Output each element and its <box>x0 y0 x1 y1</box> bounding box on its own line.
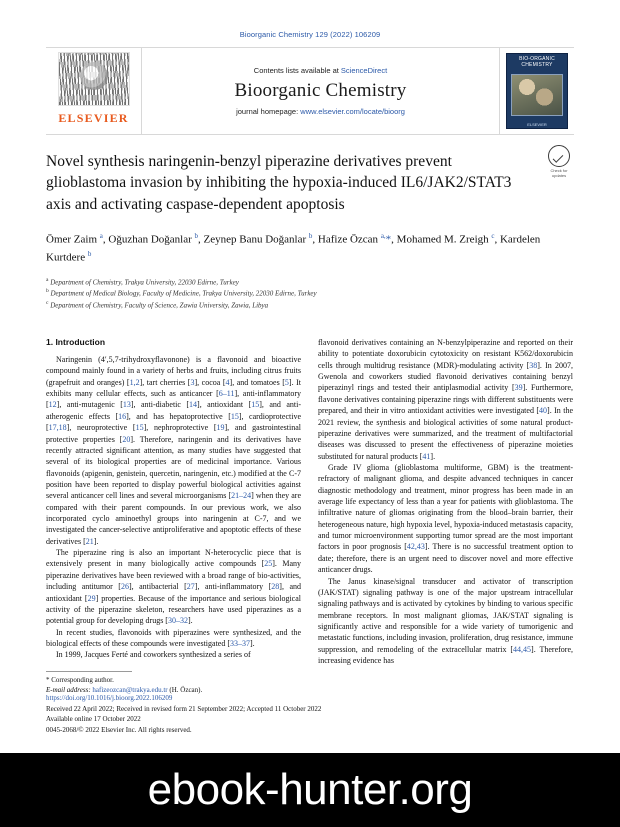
corresponding-author-footnote <box>46 671 301 695</box>
citation-link[interactable]: 27 <box>186 582 195 592</box>
cover-footer: ELSEVIER <box>527 122 547 127</box>
journal-title: Bioorganic Chemistry <box>234 80 407 101</box>
affiliation-list <box>46 276 574 311</box>
citation-link[interactable]: 14 <box>189 400 198 410</box>
citation-link[interactable]: 5 <box>284 377 289 387</box>
publication-info <box>46 693 346 735</box>
crossmark-check-icon <box>548 145 570 167</box>
citation-link[interactable]: 40 <box>539 406 548 416</box>
citation-link[interactable]: 42,43 <box>406 542 425 552</box>
affiliation: $^b$ Department of Medical Biology, Faculty of Medicine, Trakya University, 22030 Edirne, Turkey <box>46 288 317 298</box>
cover-image <box>511 74 563 116</box>
received-dates: Received 22 April 2022; Received in revised form 21 September 2022; Accepted 11 October 2022 <box>46 704 322 713</box>
email-suffix: (H. Özcan). <box>169 685 203 694</box>
title-block <box>46 151 574 311</box>
citation-link[interactable]: 19 <box>216 423 225 433</box>
email-link[interactable]: hafizeozcan@trakya.edu.tr <box>92 685 168 694</box>
body-columns <box>46 337 574 666</box>
copyright-line: 0045-2068/© 2022 Elsevier Inc. All rights reserved. <box>46 725 192 734</box>
citation-link[interactable]: 44,45 <box>513 644 532 654</box>
citation-link[interactable]: 28 <box>271 582 280 592</box>
section-heading-introduction: 1. Introduction <box>46 337 106 348</box>
citation-link[interactable]: 33–37 <box>230 639 251 648</box>
citation-link[interactable]: 15 <box>135 423 144 433</box>
citation-link[interactable]: 25 <box>264 559 273 569</box>
email-label: E-mail address: <box>46 685 91 694</box>
page-title: Novel synthesis naringenin-benzyl piperazine derivatives prevent glioblastoma invasion by inhibiting the hypoxia-induced IL6/JAK2/STAT3 axis and activating caspase-dependent apoptosis <box>46 153 512 213</box>
citation-link[interactable]: 20 <box>122 434 131 444</box>
elsevier-tree-icon <box>58 52 130 106</box>
crossmark-badge[interactable] <box>544 145 574 178</box>
homepage-prefix: journal homepage: <box>236 107 299 116</box>
journal-reference: Bioorganic Chemistry 129 (2022) 106209 <box>239 30 381 39</box>
citation-link[interactable]: 26 <box>120 582 129 592</box>
left-column <box>46 337 301 666</box>
citation-link[interactable]: 15 <box>230 411 239 421</box>
homepage-line <box>236 107 405 116</box>
watermark-text: ebook-hunter.org <box>147 765 473 814</box>
masthead-center <box>142 48 499 134</box>
cover-title: BIO-ORGANIC CHEMISTRY <box>519 56 555 68</box>
watermark-banner <box>0 753 620 827</box>
affiliation: $^c$ Department of Chemistry, Faculty of Science, Zawia University, Zawia, Libya <box>46 300 269 310</box>
paragraph: In recent studies, flavonoids with piperazines were synthesized, and the biological effects of these compounds were investigated [33–37]. <box>46 627 301 648</box>
citation-link[interactable]: 17,18 <box>48 423 67 433</box>
footnote-rule <box>46 671 132 672</box>
right-column <box>318 337 573 666</box>
author-list: Ömer Zaim $^a$, Oğuzhan Doğanlar $^b$, Zeynep Banu Doğanlar $^b$, Hafize Özcan $^{a,}$*, Mohamed M. Zreigh $^c$, Kardelen Kurtdere $^b$ <box>46 232 541 264</box>
contents-prefix: Contents lists available at <box>253 66 339 75</box>
sciencedirect-link[interactable]: ScienceDirect <box>340 66 388 75</box>
doi-link[interactable]: https://doi.org/10.1016/j.bioorg.2022.106209 <box>46 694 173 702</box>
available-online: Available online 17 October 2022 <box>46 715 141 723</box>
paragraph: The Janus kinase/signal transducer and activator of transcription (JAK/STAT) signaling pathway is one of the major upstream intracellular signaling pathways and is activated by cytokines by binding to various specific membrane receptors. In most malignant gliomas, JAK/STAT signaling is significantly active and responsible for a wide variety of tumorigenic and metastatic functions, including invasion, proliferation, drug resistance, immune suppression, and remodeling of the extracellular matrix [44,45]. Therefore, increasing evidence has <box>318 576 573 666</box>
paragraph: Naringenin (4′,5,7-trihydroxyflavonone) is a flavonoid and bioactive compound mainly found in a variety of herbs and fruits, including citrus fruits (grapefruit and oranges) [1,2], tart cherries [3], cocoa [4], and tomatoes [5]. It exhibits many cellular effects, such as anticancer [6–11], anti-inflammatory [12], anti-mutagenic [13], anti-diabetic [14], antioxidant [15], and anti-atherogenic effects [16], and has hepatoprotective [15], cardioprotective [17,18], neuroprotective [15], nephroprotective [19], and gastrointestinal protective properties [20]. Therefore, naringenin and its derivatives have recently attracted significant attention, as many studies have suggested that several of its biological properties are of medicinal importance. Various flavonoids (apigenin, genistein, quercetin, naringenin, etc.) modified at the C-7 position have been reported to display powerful biological activities against several anticancer cell lines and several microorganisms [21–24] when they are compared with their parent compounds. In our previous work, we also incorporated cyclo aminoethyl groups into naringenin at C-7, and we investigated the cancer-selective antiproliferative and apoptotic effects of these derivatives [21]. <box>46 355 301 546</box>
corresponding-author-label: * Corresponding author. <box>46 675 114 684</box>
affiliation: $^a$ Department of Chemistry, Trakya University, 22030 Edirne, Turkey <box>46 276 239 286</box>
publisher-name: ELSEVIER <box>58 111 129 125</box>
citation-link[interactable]: 4 <box>225 377 230 387</box>
citation-link[interactable]: 30–32 <box>167 616 188 626</box>
citation-link[interactable]: 12 <box>48 400 57 410</box>
citation-link[interactable]: 38 <box>529 360 538 370</box>
citation-link[interactable]: 41 <box>422 451 431 461</box>
citation-link[interactable]: 21 <box>85 536 94 546</box>
citation-link[interactable]: 39 <box>514 383 523 393</box>
citation-link[interactable]: 29 <box>87 593 96 603</box>
paragraph: The piperazine ring is also an important N-heterocyclic piece that is extensively present in many biologically active compounds [25]. Many piperazine derivatives have been reviewed with a broad range of bio-activities, including antitumor [26], antibacterial [27], anti-inflammatory [28], and antioxidant [29] properties. Because of the importance and serious biological activity of the piperazine skeleton, researchers have used piperazines as a potential group for developing drugs [30–32]. <box>46 548 302 626</box>
citation-link[interactable]: 21–24 <box>231 491 252 501</box>
crossmark-label: Check for updates <box>550 168 568 178</box>
citation-link[interactable]: 3 <box>190 377 195 387</box>
journal-masthead <box>46 47 574 135</box>
paragraph: Grade IV glioma (glioblastoma multiforme, GBM) is the treatment-refractory of malignant glioma, and despite advanced techniques in cancer diagnostic methodology and treatment, minor progress has been made in an average life expectancy of less than a year for patients with glioblastoma. The infiltrative nature of gliomas originating from the blood–brain barrier, their heterogeneous nature, high hypoxia level, hypoxia-induced metastasis capacity, and tumor microenvironment supporting tumor spread are the most important factors in poor prognosis [42,43]. There is no successful treatment option to date; therefore, there is an urgent need to discover novel and more effective anticancer drugs. <box>318 462 573 575</box>
citation-link[interactable]: 6–11 <box>218 389 235 399</box>
journal-homepage-link[interactable]: www.elsevier.com/locate/bioorg <box>300 107 405 116</box>
journal-cover-thumbnail <box>506 53 568 129</box>
journal-cover <box>499 48 574 134</box>
citation-link[interactable]: 1,2 <box>129 377 140 387</box>
paragraph: flavonoid derivatives containing an N-benzylpiperazine and reported on their ability to potentiate doxorubicin cytotoxicity on resistant K562/doxorubicin cells through multidrug resistance (MDR)-modulating activity [38]. In 2007, Gwenola and coworkers studied flavonoid derivatives containing benzyl piperazinyl rings and tested their antiplasmodial activity [39]. Furthermore, flavone derivatives containing piperazine rings with different substituents were prepared, and their in vitro antioxidant activities were investigated [40]. In the 2021 review, the synthesis and biological activities of some natural product-piperazine derivatives were summarized, and the treatment of multifactorial diseases was discussed to present the effectiveness of piperazine moieties substituted for natural products [41]. <box>318 338 573 461</box>
citation-link[interactable]: 16 <box>118 411 127 421</box>
citation-link[interactable]: 15 <box>251 400 260 410</box>
citation-link[interactable]: 13 <box>122 400 131 410</box>
contents-line <box>254 66 387 75</box>
publisher-logo <box>46 48 142 134</box>
paragraph: In 1999, Jacques Ferté and coworkers synthesized a series of <box>56 650 251 660</box>
